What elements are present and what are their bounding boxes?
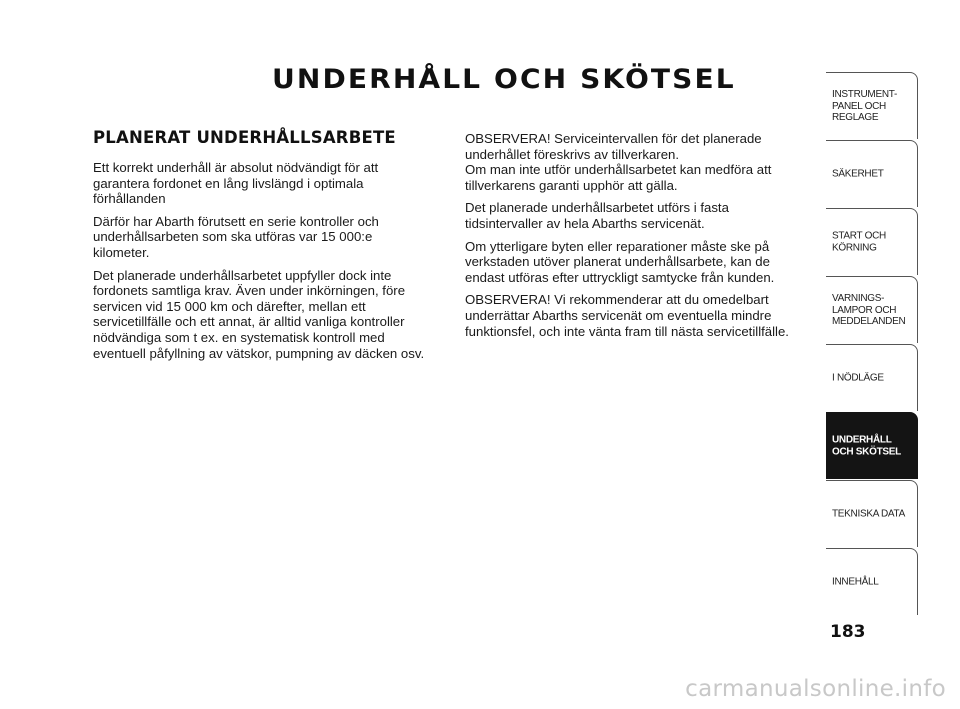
paragraph: Därför har Abarth förutsett en serie kontroller och underhållsarbeten som ska utföras var 15 000:e kilometer. xyxy=(93,213,379,260)
tab-i-nodlage[interactable] xyxy=(826,344,918,411)
tab-label: TEKNISKA DATA xyxy=(832,508,905,520)
watermark: carmanualsonline.info xyxy=(685,676,946,702)
tab-tekniska-data[interactable] xyxy=(826,480,918,547)
tab-label: START OCH KÖRNING xyxy=(832,230,886,253)
tab-start-och-korning[interactable] xyxy=(826,208,918,275)
chapter-tabs xyxy=(826,72,918,615)
left-column xyxy=(93,128,445,368)
paragraph: Om ytterligare byten eller reparationer måste ske på verkstaden utöver planerat underhållsarbete, kan de endast utföras efter uttryckligt samtycke från kunden. xyxy=(465,238,775,285)
paragraph: Det planerade underhållsarbetet uppfyller dock inte fordonets samtliga krav. Även under inkörningen, före servicen vid 15 000 km och därefter, mellan ett servicetillfälle och ett annat, är alltid vanliga kontroller nödvändiga som t ex. en systematisk kontroll med eventuell påfyllning av vätskor, pumpning av däcken osv. xyxy=(93,267,425,361)
paragraph: Ett korrekt underhåll är absolut nödvändigt för att garantera fordonet en lång livslängd i optimala förhållanden xyxy=(93,160,379,207)
tab-label: INSTRUMENT- PANEL OCH REGLAGE xyxy=(832,88,898,123)
paragraph: Det planerade underhållsarbetet utförs i fasta tidsintervaller av hela Abarths servicenät. xyxy=(465,200,729,231)
paragraph: OBSERVERA! Vi rekommenderar att du omedelbart underrättar Abarths servicenät om eventuella mindre funktionsfel, och inte vänta fram till nästa servicetillfälle. xyxy=(465,292,789,339)
tab-varningslampor[interactable] xyxy=(826,276,918,343)
tab-underhall-och-skotsel[interactable] xyxy=(826,412,918,479)
section-heading: PLANERAT UNDERHÅLLSARBETE xyxy=(93,128,396,147)
page-number: 183 xyxy=(830,622,866,642)
tab-sakerhet[interactable] xyxy=(826,140,918,207)
tab-instrumentpanel[interactable] xyxy=(826,72,918,139)
tab-label: VARNINGS- LAMPOR OCH MEDDELANDEN xyxy=(832,292,906,327)
tab-label: UNDERHÅLL OCH SKÖTSEL xyxy=(832,434,901,457)
tab-innehall[interactable] xyxy=(826,548,918,615)
tab-label: SÄKERHET xyxy=(832,168,884,180)
tab-label: INNEHÅLL xyxy=(832,576,879,588)
paragraph: OBSERVERA! Serviceintervallen för det planerade underhållet föreskrivs av tillverkaren. Om man inte utför underhållsarbetet kan medföra att tillverkarens garanti upphör att gälla. xyxy=(465,131,772,193)
right-column xyxy=(465,131,815,346)
tab-label: I NÖDLÄGE xyxy=(832,372,884,384)
page-title: UNDERHÅLL OCH SKÖTSEL xyxy=(272,64,736,95)
